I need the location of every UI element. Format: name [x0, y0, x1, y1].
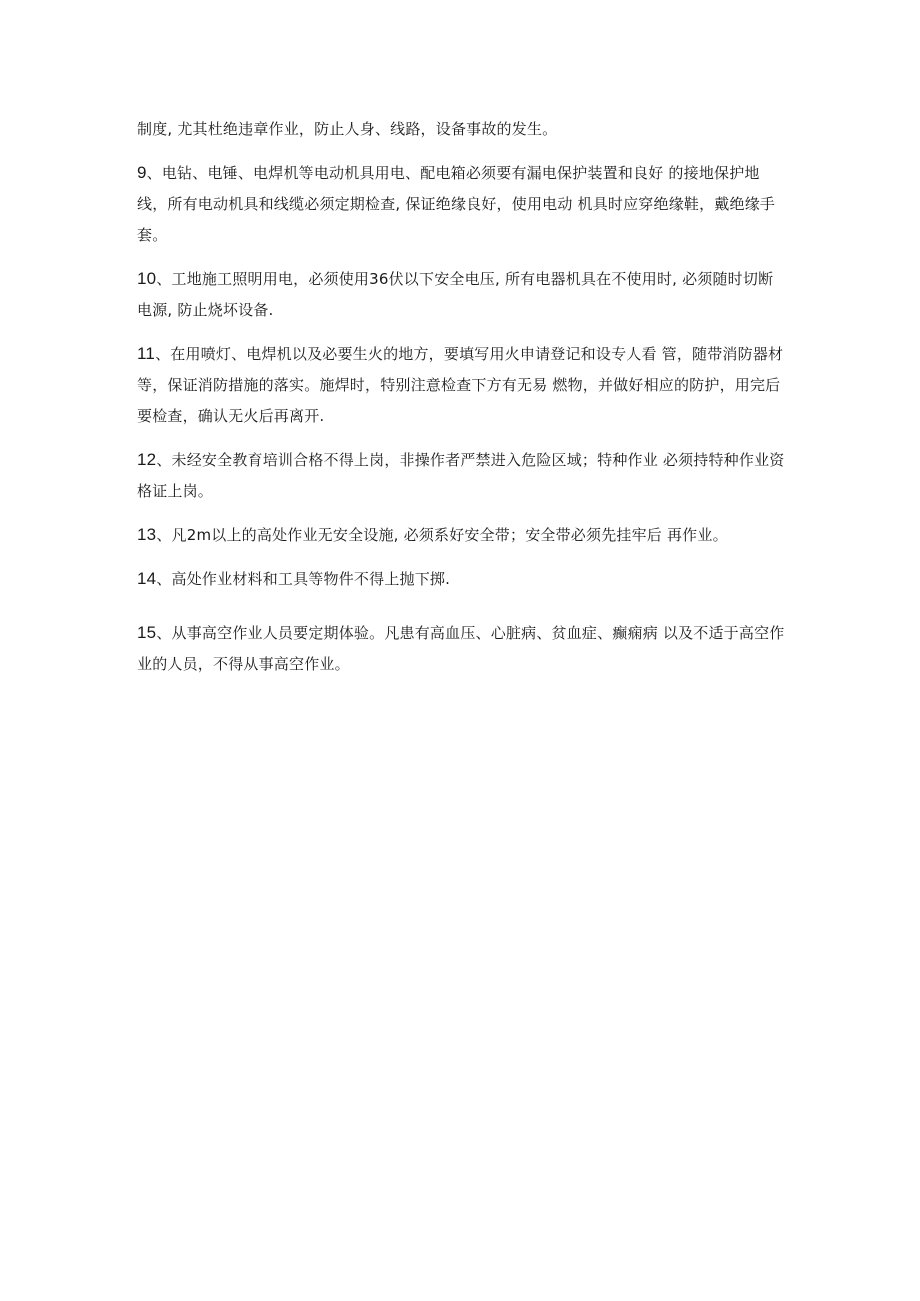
intro-paragraph: 制度, 尤其杜绝违章作业，防止人身、线路，设备事故的发生。	[137, 120, 558, 138]
list-item-11	[137, 338, 787, 432]
list-item-15	[137, 617, 787, 680]
item-number: 10	[137, 269, 157, 288]
list-item-12	[137, 444, 787, 507]
list-item-13	[137, 519, 787, 551]
item-number: 13	[137, 525, 157, 544]
item-number: 15	[137, 623, 157, 642]
item-text: 、高处作业材料和工具等物件不得上抛下掷.	[156, 570, 451, 588]
list-item-9	[137, 157, 787, 251]
item-text: 、电钻、电锤、电焊机等电动机具用电、配电箱必须要有漏电保护装置和良好 的接地保护地线，所有电动机具和线缆必须定期检查, 保证绝缘良好，使用电动 机具时应穿绝缘鞋，戴绝缘手套。	[137, 164, 776, 244]
item-text: 、未经安全教育培训合格不得上岗，非操作者严禁进入危险区域；特种作业 必须持特种作业资格证上岗。	[137, 451, 785, 500]
item-number: 11	[137, 344, 156, 363]
item-number: 12	[137, 450, 157, 469]
item-number: 9	[137, 163, 147, 182]
item-text: 、在用喷灯、电焊机以及必要生火的地方，要填写用火申请登记和设专人看 管，随带消防器材等，保证消防措施的落实。施焊时，特别注意检查下方有无易 燃物，并做好相应的防护，用完后要检查，确认无火后再离开.	[137, 345, 784, 425]
document-body	[137, 114, 787, 692]
item-text: 、凡2m以上的高处作业无安全设施, 必须系好安全带；安全带必须先挂牢后 再作业。	[156, 526, 728, 544]
item-number: 14	[137, 569, 157, 588]
list-item-14	[137, 563, 787, 595]
item-text: 、从事高空作业人员要定期体验。凡患有高血压、心脏病、贫血症、癫痫病 以及不适于高空作业的人员，不得从事高空作业。	[137, 624, 785, 673]
item-text: 、工地施工照明用电，必须使用36伏以下安全电压, 所有电器机具在不使用时, 必须随时切断电源, 防止烧坏设备.	[137, 270, 774, 319]
list-item-10	[137, 263, 787, 326]
